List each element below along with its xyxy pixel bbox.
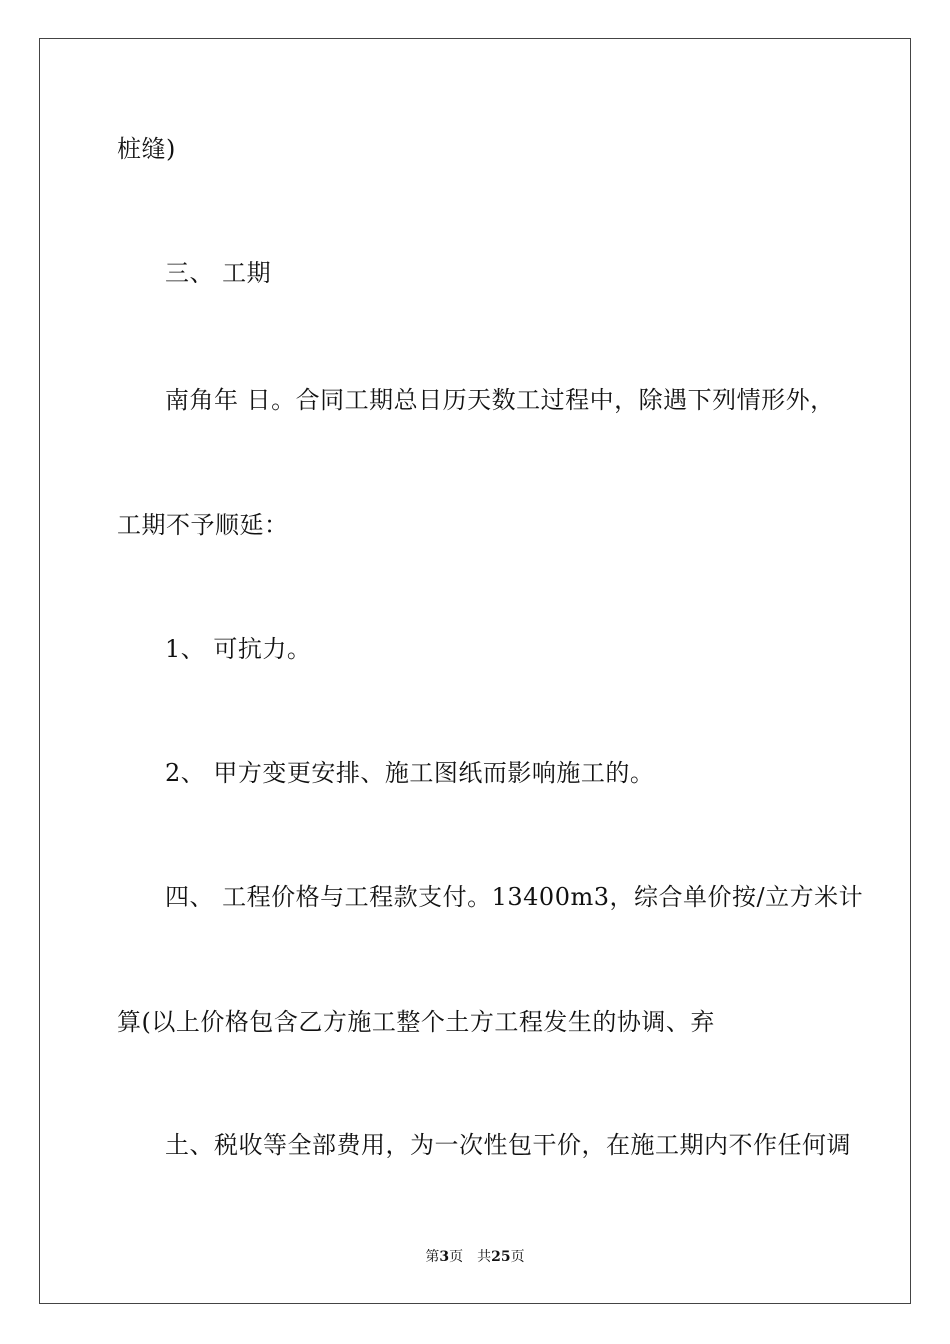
text-line-4: 工期不予顺延： [117, 511, 289, 539]
text-line-8: 算(以上价格包含乙方施工整个土方工程发生的协调、弃 [117, 1008, 715, 1036]
footer-page-number: 3 [439, 1249, 450, 1265]
footer-total-suffix: 页 [510, 1249, 525, 1265]
text-line-3: 南角年 日。合同工期总日历天数工过程中，除遇下列情形外， [165, 386, 835, 414]
footer-page-prefix: 第 [425, 1249, 440, 1265]
section-heading-3: 三、 工期 [165, 259, 272, 287]
list-item-2: 2、 甲方变更安排、施工图纸而影响施工的。 [165, 759, 655, 787]
page-border [39, 38, 911, 1304]
text-line-9: 土、税收等全部费用，为一次性包干价，在施工期内不作任何调 [165, 1131, 851, 1159]
page-footer [0, 1247, 950, 1267]
section-heading-4: 四、 工程价格与工程款支付。13400m3，综合单价按/立方米计 [165, 883, 864, 911]
list-item-1: 1、 可抗力。 [165, 635, 312, 663]
footer-total-prefix: 共 [477, 1249, 492, 1265]
text-line-1: 桩缝) [117, 135, 176, 163]
footer-page-suffix: 页 [449, 1249, 464, 1265]
footer-total-pages: 25 [491, 1249, 511, 1265]
